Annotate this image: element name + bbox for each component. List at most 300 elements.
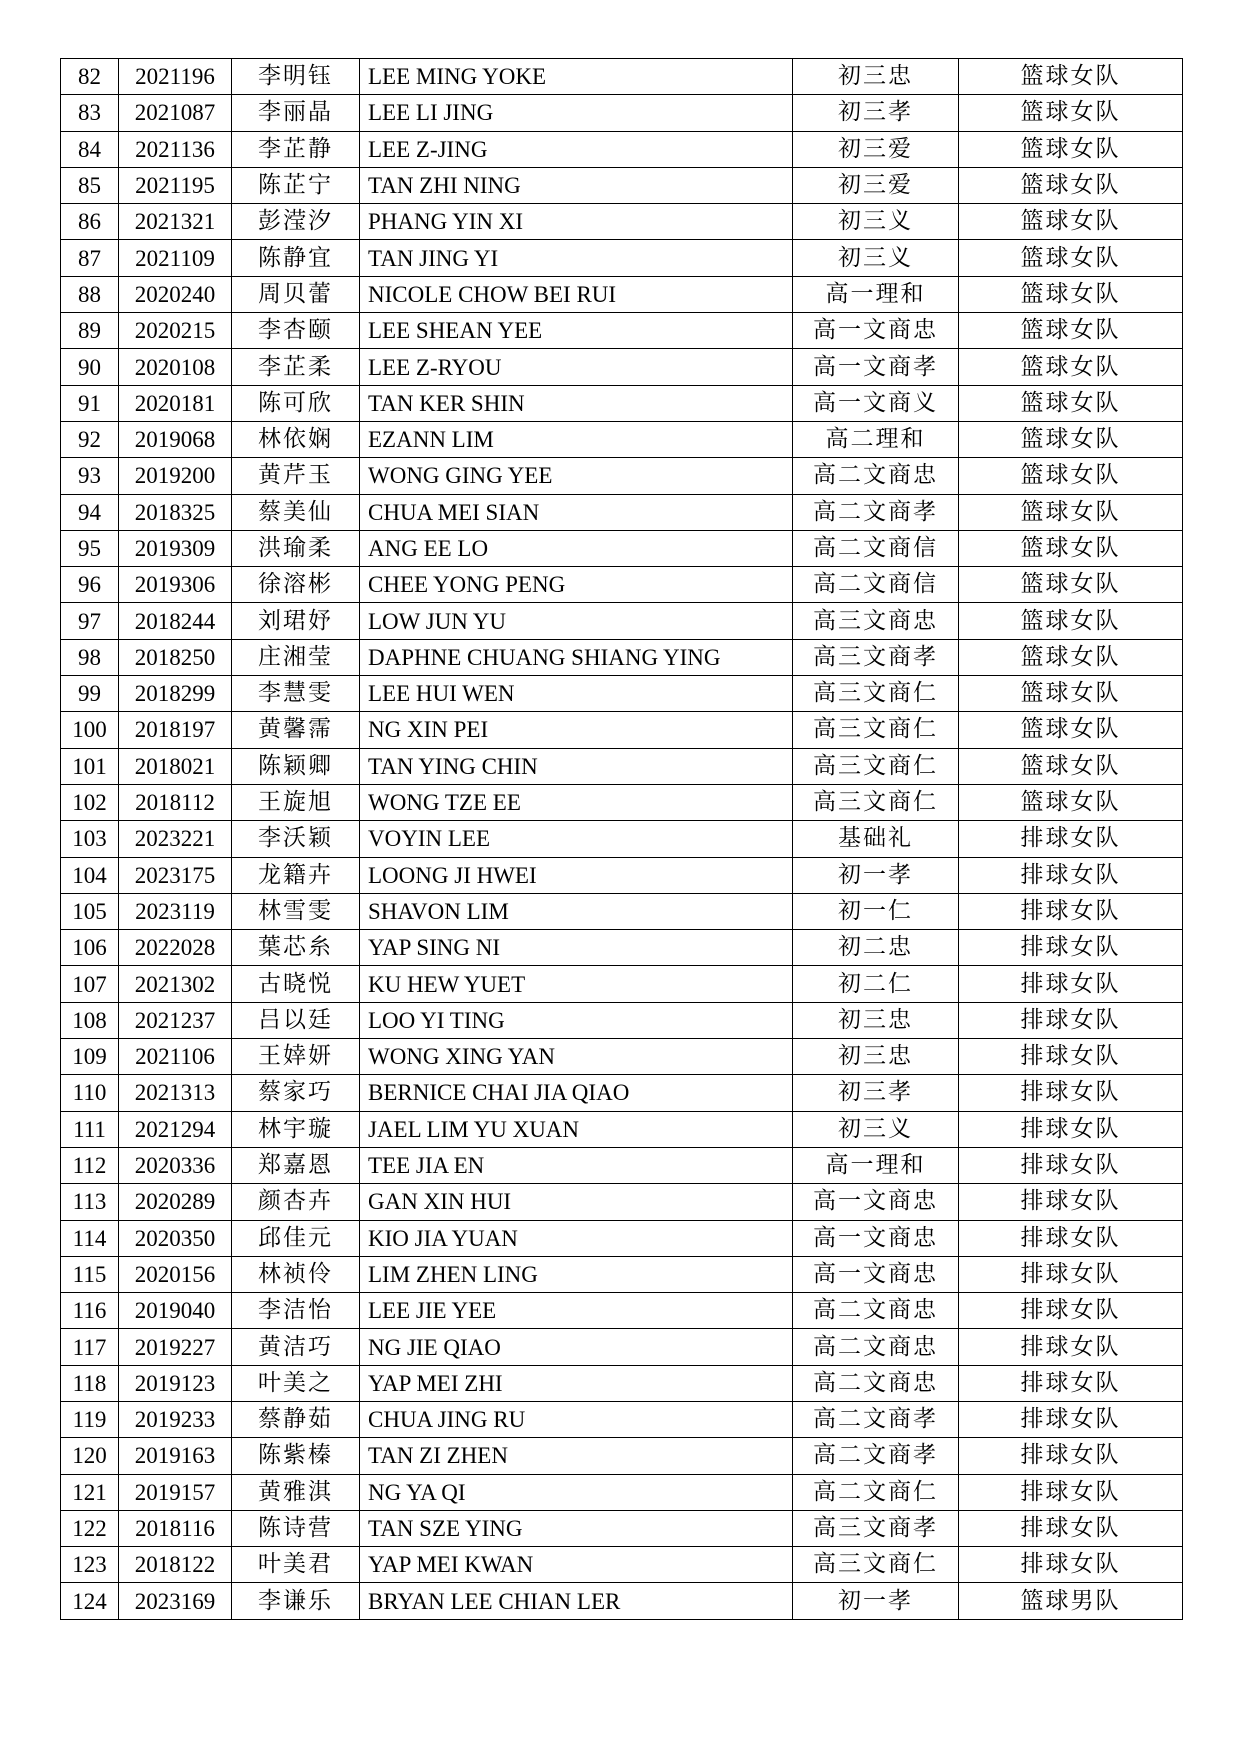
student-id-cell: 2021321 [119, 204, 232, 240]
chinese-name-cell: 陈可欣 [232, 385, 360, 421]
english-name-cell: GAN XIN HUI [360, 1184, 793, 1220]
student-id-cell: 2019233 [119, 1401, 232, 1437]
chinese-name-cell: 吕以廷 [232, 1002, 360, 1038]
class-cell: 初三爱 [793, 131, 959, 167]
english-name-cell: BERNICE CHAI JIA QIAO [360, 1075, 793, 1111]
student-id-cell: 2021136 [119, 131, 232, 167]
student-id-cell: 2020215 [119, 313, 232, 349]
chinese-name-cell: 林祯伶 [232, 1256, 360, 1292]
chinese-name-cell: 龙籍卉 [232, 857, 360, 893]
class-cell: 高一文商忠 [793, 1256, 959, 1292]
row-number-cell: 113 [61, 1184, 119, 1220]
student-id-cell: 2021302 [119, 966, 232, 1002]
team-cell: 排球女队 [959, 1438, 1183, 1474]
table-row [61, 131, 1183, 167]
row-number-cell: 84 [61, 131, 119, 167]
row-number-cell: 104 [61, 857, 119, 893]
table-row [61, 458, 1183, 494]
student-id-cell: 2021294 [119, 1111, 232, 1147]
row-number-cell: 89 [61, 313, 119, 349]
class-cell: 初三孝 [793, 95, 959, 131]
team-cell: 排球女队 [959, 893, 1183, 929]
table-row [61, 1547, 1183, 1583]
english-name-cell: TAN SZE YING [360, 1510, 793, 1546]
chinese-name-cell: 林雪雯 [232, 893, 360, 929]
row-number-cell: 108 [61, 1002, 119, 1038]
table-row [61, 1039, 1183, 1075]
row-number-cell: 118 [61, 1365, 119, 1401]
team-cell: 排球女队 [959, 1111, 1183, 1147]
class-cell: 高二文商仁 [793, 1474, 959, 1510]
team-cell: 篮球女队 [959, 784, 1183, 820]
team-cell: 排球女队 [959, 1293, 1183, 1329]
row-number-cell: 94 [61, 494, 119, 530]
table-row [61, 1510, 1183, 1546]
student-id-cell: 2019068 [119, 421, 232, 457]
row-number-cell: 93 [61, 458, 119, 494]
english-name-cell: JAEL LIM YU XUAN [360, 1111, 793, 1147]
student-id-cell: 2019227 [119, 1329, 232, 1365]
chinese-name-cell: 李慧雯 [232, 676, 360, 712]
english-name-cell: NICOLE CHOW BEI RUI [360, 276, 793, 312]
team-cell: 排球女队 [959, 1002, 1183, 1038]
student-id-cell: 2021196 [119, 59, 232, 95]
chinese-name-cell: 刘珺妤 [232, 603, 360, 639]
class-cell: 高三文商孝 [793, 639, 959, 675]
class-cell: 初一仁 [793, 893, 959, 929]
english-name-cell: LEE MING YOKE [360, 59, 793, 95]
row-number-cell: 110 [61, 1075, 119, 1111]
english-name-cell: WONG XING YAN [360, 1039, 793, 1075]
row-number-cell: 87 [61, 240, 119, 276]
class-cell: 高三文商孝 [793, 1510, 959, 1546]
row-number-cell: 107 [61, 966, 119, 1002]
english-name-cell: TAN ZHI NING [360, 167, 793, 203]
class-cell: 初三忠 [793, 1002, 959, 1038]
row-number-cell: 109 [61, 1039, 119, 1075]
student-id-cell: 2019309 [119, 530, 232, 566]
english-name-cell: CHUA MEI SIAN [360, 494, 793, 530]
row-number-cell: 112 [61, 1147, 119, 1183]
team-cell: 篮球女队 [959, 59, 1183, 95]
row-number-cell: 82 [61, 59, 119, 95]
chinese-name-cell: 叶美君 [232, 1547, 360, 1583]
team-cell: 排球女队 [959, 857, 1183, 893]
student-id-cell: 2021313 [119, 1075, 232, 1111]
chinese-name-cell: 蔡美仙 [232, 494, 360, 530]
team-cell: 排球女队 [959, 1220, 1183, 1256]
row-number-cell: 114 [61, 1220, 119, 1256]
team-cell: 篮球女队 [959, 131, 1183, 167]
team-cell: 篮球女队 [959, 95, 1183, 131]
english-name-cell: TAN KER SHIN [360, 385, 793, 421]
student-id-cell: 2020336 [119, 1147, 232, 1183]
chinese-name-cell: 李洁怡 [232, 1293, 360, 1329]
student-id-cell: 2018325 [119, 494, 232, 530]
chinese-name-cell: 郑嘉恩 [232, 1147, 360, 1183]
table-row [61, 1147, 1183, 1183]
class-cell: 高一理和 [793, 276, 959, 312]
chinese-name-cell: 李沃颖 [232, 821, 360, 857]
class-cell: 初三义 [793, 1111, 959, 1147]
chinese-name-cell: 王婞妍 [232, 1039, 360, 1075]
roster-body [61, 59, 1183, 1620]
english-name-cell: LOO YI TING [360, 1002, 793, 1038]
student-id-cell: 2018116 [119, 1510, 232, 1546]
chinese-name-cell: 李谦乐 [232, 1583, 360, 1619]
team-cell: 篮球女队 [959, 385, 1183, 421]
class-cell: 高一文商忠 [793, 1184, 959, 1220]
table-row [61, 893, 1183, 929]
chinese-name-cell: 林宇璇 [232, 1111, 360, 1147]
row-number-cell: 121 [61, 1474, 119, 1510]
table-row [61, 1474, 1183, 1510]
team-cell: 排球女队 [959, 1075, 1183, 1111]
chinese-name-cell: 洪瑜柔 [232, 530, 360, 566]
english-name-cell: YAP SING NI [360, 930, 793, 966]
table-row [61, 748, 1183, 784]
row-number-cell: 106 [61, 930, 119, 966]
class-cell: 初二忠 [793, 930, 959, 966]
chinese-name-cell: 陈诗营 [232, 1510, 360, 1546]
chinese-name-cell: 李明钰 [232, 59, 360, 95]
student-id-cell: 2023169 [119, 1583, 232, 1619]
team-cell: 排球女队 [959, 1510, 1183, 1546]
table-row [61, 603, 1183, 639]
team-cell: 篮球女队 [959, 458, 1183, 494]
table-row [61, 349, 1183, 385]
student-id-cell: 2021237 [119, 1002, 232, 1038]
table-row [61, 1293, 1183, 1329]
row-number-cell: 111 [61, 1111, 119, 1147]
row-number-cell: 95 [61, 530, 119, 566]
class-cell: 基础礼 [793, 821, 959, 857]
team-cell: 篮球女队 [959, 603, 1183, 639]
class-cell: 高一文商孝 [793, 349, 959, 385]
english-name-cell: YAP MEI KWAN [360, 1547, 793, 1583]
table-row [61, 712, 1183, 748]
class-cell: 高三文商仁 [793, 712, 959, 748]
chinese-name-cell: 黄馨霈 [232, 712, 360, 748]
chinese-name-cell: 彭滢汐 [232, 204, 360, 240]
class-cell: 高二文商忠 [793, 1329, 959, 1365]
team-cell: 排球女队 [959, 966, 1183, 1002]
row-number-cell: 124 [61, 1583, 119, 1619]
table-row [61, 567, 1183, 603]
row-number-cell: 116 [61, 1293, 119, 1329]
student-id-cell: 2021109 [119, 240, 232, 276]
english-name-cell: LOONG JI HWEI [360, 857, 793, 893]
student-id-cell: 2019306 [119, 567, 232, 603]
english-name-cell: LOW JUN YU [360, 603, 793, 639]
english-name-cell: VOYIN LEE [360, 821, 793, 857]
team-cell: 排球女队 [959, 1401, 1183, 1437]
row-number-cell: 105 [61, 893, 119, 929]
table-row [61, 1220, 1183, 1256]
table-row [61, 784, 1183, 820]
english-name-cell: LEE Z-RYOU [360, 349, 793, 385]
student-id-cell: 2022028 [119, 930, 232, 966]
row-number-cell: 117 [61, 1329, 119, 1365]
class-cell: 高二文商忠 [793, 458, 959, 494]
class-cell: 初三孝 [793, 1075, 959, 1111]
english-name-cell: CHEE YONG PENG [360, 567, 793, 603]
row-number-cell: 86 [61, 204, 119, 240]
student-id-cell: 2020350 [119, 1220, 232, 1256]
chinese-name-cell: 黄洁巧 [232, 1329, 360, 1365]
table-row [61, 676, 1183, 712]
english-name-cell: BRYAN LEE CHIAN LER [360, 1583, 793, 1619]
team-cell: 排球女队 [959, 1474, 1183, 1510]
class-cell: 初三义 [793, 204, 959, 240]
row-number-cell: 123 [61, 1547, 119, 1583]
english-name-cell: YAP MEI ZHI [360, 1365, 793, 1401]
row-number-cell: 103 [61, 821, 119, 857]
english-name-cell: NG XIN PEI [360, 712, 793, 748]
row-number-cell: 99 [61, 676, 119, 712]
chinese-name-cell: 邱佳元 [232, 1220, 360, 1256]
class-cell: 初三爱 [793, 167, 959, 203]
english-name-cell: LEE JIE YEE [360, 1293, 793, 1329]
table-row [61, 1256, 1183, 1292]
team-cell: 篮球女队 [959, 494, 1183, 530]
class-cell: 高三文商仁 [793, 784, 959, 820]
chinese-name-cell: 李丽晶 [232, 95, 360, 131]
english-name-cell: TAN YING CHIN [360, 748, 793, 784]
student-roster-table [60, 58, 1183, 1620]
chinese-name-cell: 陈芷宁 [232, 167, 360, 203]
english-name-cell: ANG EE LO [360, 530, 793, 566]
student-id-cell: 2019157 [119, 1474, 232, 1510]
english-name-cell: TEE JIA EN [360, 1147, 793, 1183]
chinese-name-cell: 陈颖卿 [232, 748, 360, 784]
team-cell: 篮球男队 [959, 1583, 1183, 1619]
team-cell: 篮球女队 [959, 676, 1183, 712]
english-name-cell: NG YA QI [360, 1474, 793, 1510]
class-cell: 高三文商仁 [793, 676, 959, 712]
class-cell: 初三忠 [793, 1039, 959, 1075]
class-cell: 高二文商忠 [793, 1365, 959, 1401]
table-row [61, 1438, 1183, 1474]
student-id-cell: 2019200 [119, 458, 232, 494]
chinese-name-cell: 蔡静茹 [232, 1401, 360, 1437]
english-name-cell: LIM ZHEN LING [360, 1256, 793, 1292]
table-row [61, 1401, 1183, 1437]
table-row [61, 494, 1183, 530]
team-cell: 排球女队 [959, 1547, 1183, 1583]
student-id-cell: 2020108 [119, 349, 232, 385]
chinese-name-cell: 李芷柔 [232, 349, 360, 385]
table-row [61, 530, 1183, 566]
english-name-cell: CHUA JING RU [360, 1401, 793, 1437]
team-cell: 篮球女队 [959, 748, 1183, 784]
student-id-cell: 2020181 [119, 385, 232, 421]
table-row [61, 1111, 1183, 1147]
english-name-cell: NG JIE QIAO [360, 1329, 793, 1365]
chinese-name-cell: 李芷静 [232, 131, 360, 167]
class-cell: 高二文商孝 [793, 1401, 959, 1437]
team-cell: 排球女队 [959, 1365, 1183, 1401]
student-id-cell: 2018250 [119, 639, 232, 675]
table-row [61, 276, 1183, 312]
chinese-name-cell: 黄雅淇 [232, 1474, 360, 1510]
row-number-cell: 119 [61, 1401, 119, 1437]
student-id-cell: 2023221 [119, 821, 232, 857]
team-cell: 篮球女队 [959, 421, 1183, 457]
class-cell: 高一文商忠 [793, 313, 959, 349]
team-cell: 篮球女队 [959, 167, 1183, 203]
chinese-name-cell: 黄芹玉 [232, 458, 360, 494]
team-cell: 排球女队 [959, 821, 1183, 857]
student-id-cell: 2023119 [119, 893, 232, 929]
english-name-cell: LEE HUI WEN [360, 676, 793, 712]
class-cell: 高三文商仁 [793, 1547, 959, 1583]
class-cell: 高一文商忠 [793, 1220, 959, 1256]
english-name-cell: TAN ZI ZHEN [360, 1438, 793, 1474]
chinese-name-cell: 徐溶彬 [232, 567, 360, 603]
team-cell: 排球女队 [959, 1039, 1183, 1075]
table-row [61, 821, 1183, 857]
student-id-cell: 2018021 [119, 748, 232, 784]
english-name-cell: LEE SHEAN YEE [360, 313, 793, 349]
student-id-cell: 2018122 [119, 1547, 232, 1583]
student-id-cell: 2023175 [119, 857, 232, 893]
english-name-cell: KU HEW YUET [360, 966, 793, 1002]
row-number-cell: 98 [61, 639, 119, 675]
english-name-cell: WONG GING YEE [360, 458, 793, 494]
table-row [61, 1583, 1183, 1619]
class-cell: 高二文商信 [793, 530, 959, 566]
class-cell: 高二文商忠 [793, 1293, 959, 1329]
english-name-cell: KIO JIA YUAN [360, 1220, 793, 1256]
table-row [61, 639, 1183, 675]
class-cell: 初三忠 [793, 59, 959, 95]
student-id-cell: 2021106 [119, 1039, 232, 1075]
row-number-cell: 92 [61, 421, 119, 457]
chinese-name-cell: 葉芯糸 [232, 930, 360, 966]
table-row [61, 1329, 1183, 1365]
row-number-cell: 115 [61, 1256, 119, 1292]
table-row [61, 204, 1183, 240]
chinese-name-cell: 颜杏卉 [232, 1184, 360, 1220]
english-name-cell: PHANG YIN XI [360, 204, 793, 240]
team-cell: 篮球女队 [959, 712, 1183, 748]
chinese-name-cell: 李杏颐 [232, 313, 360, 349]
student-id-cell: 2019040 [119, 1293, 232, 1329]
chinese-name-cell: 古晓悦 [232, 966, 360, 1002]
table-row [61, 313, 1183, 349]
student-id-cell: 2018197 [119, 712, 232, 748]
team-cell: 排球女队 [959, 1256, 1183, 1292]
english-name-cell: TAN JING YI [360, 240, 793, 276]
chinese-name-cell: 陈静宜 [232, 240, 360, 276]
chinese-name-cell: 庄湘莹 [232, 639, 360, 675]
class-cell: 初三义 [793, 240, 959, 276]
class-cell: 高一文商义 [793, 385, 959, 421]
row-number-cell: 83 [61, 95, 119, 131]
chinese-name-cell: 王旋旭 [232, 784, 360, 820]
english-name-cell: WONG TZE EE [360, 784, 793, 820]
class-cell: 高一理和 [793, 1147, 959, 1183]
student-id-cell: 2020156 [119, 1256, 232, 1292]
student-id-cell: 2018244 [119, 603, 232, 639]
student-id-cell: 2019123 [119, 1365, 232, 1401]
chinese-name-cell: 叶美之 [232, 1365, 360, 1401]
student-id-cell: 2020240 [119, 276, 232, 312]
team-cell: 篮球女队 [959, 530, 1183, 566]
table-row [61, 1184, 1183, 1220]
table-row [61, 167, 1183, 203]
team-cell: 篮球女队 [959, 240, 1183, 276]
team-cell: 篮球女队 [959, 313, 1183, 349]
class-cell: 初二仁 [793, 966, 959, 1002]
row-number-cell: 122 [61, 1510, 119, 1546]
table-row [61, 385, 1183, 421]
class-cell: 高二文商孝 [793, 1438, 959, 1474]
class-cell: 初一孝 [793, 1583, 959, 1619]
team-cell: 排球女队 [959, 1184, 1183, 1220]
row-number-cell: 85 [61, 167, 119, 203]
chinese-name-cell: 陈紫榛 [232, 1438, 360, 1474]
english-name-cell: LEE LI JING [360, 95, 793, 131]
table-row [61, 857, 1183, 893]
student-id-cell: 2020289 [119, 1184, 232, 1220]
row-number-cell: 91 [61, 385, 119, 421]
table-row [61, 1365, 1183, 1401]
table-row [61, 966, 1183, 1002]
class-cell: 高二理和 [793, 421, 959, 457]
english-name-cell: LEE Z-JING [360, 131, 793, 167]
row-number-cell: 102 [61, 784, 119, 820]
english-name-cell: DAPHNE CHUANG SHIANG YING [360, 639, 793, 675]
table-row [61, 59, 1183, 95]
student-id-cell: 2021087 [119, 95, 232, 131]
class-cell: 高二文商孝 [793, 494, 959, 530]
team-cell: 篮球女队 [959, 349, 1183, 385]
table-row [61, 240, 1183, 276]
row-number-cell: 88 [61, 276, 119, 312]
chinese-name-cell: 周贝蕾 [232, 276, 360, 312]
class-cell: 初一孝 [793, 857, 959, 893]
table-row [61, 1075, 1183, 1111]
team-cell: 排球女队 [959, 930, 1183, 966]
chinese-name-cell: 林依娴 [232, 421, 360, 457]
student-id-cell: 2019163 [119, 1438, 232, 1474]
row-number-cell: 90 [61, 349, 119, 385]
row-number-cell: 100 [61, 712, 119, 748]
class-cell: 高三文商仁 [793, 748, 959, 784]
team-cell: 篮球女队 [959, 276, 1183, 312]
table-row [61, 95, 1183, 131]
row-number-cell: 96 [61, 567, 119, 603]
row-number-cell: 120 [61, 1438, 119, 1474]
class-cell: 高二文商信 [793, 567, 959, 603]
english-name-cell: EZANN LIM [360, 421, 793, 457]
english-name-cell: SHAVON LIM [360, 893, 793, 929]
row-number-cell: 101 [61, 748, 119, 784]
table-row [61, 1002, 1183, 1038]
row-number-cell: 97 [61, 603, 119, 639]
team-cell: 排球女队 [959, 1147, 1183, 1183]
table-row [61, 930, 1183, 966]
student-id-cell: 2018299 [119, 676, 232, 712]
team-cell: 篮球女队 [959, 567, 1183, 603]
student-id-cell: 2021195 [119, 167, 232, 203]
student-id-cell: 2018112 [119, 784, 232, 820]
team-cell: 篮球女队 [959, 204, 1183, 240]
table-row [61, 421, 1183, 457]
team-cell: 篮球女队 [959, 639, 1183, 675]
